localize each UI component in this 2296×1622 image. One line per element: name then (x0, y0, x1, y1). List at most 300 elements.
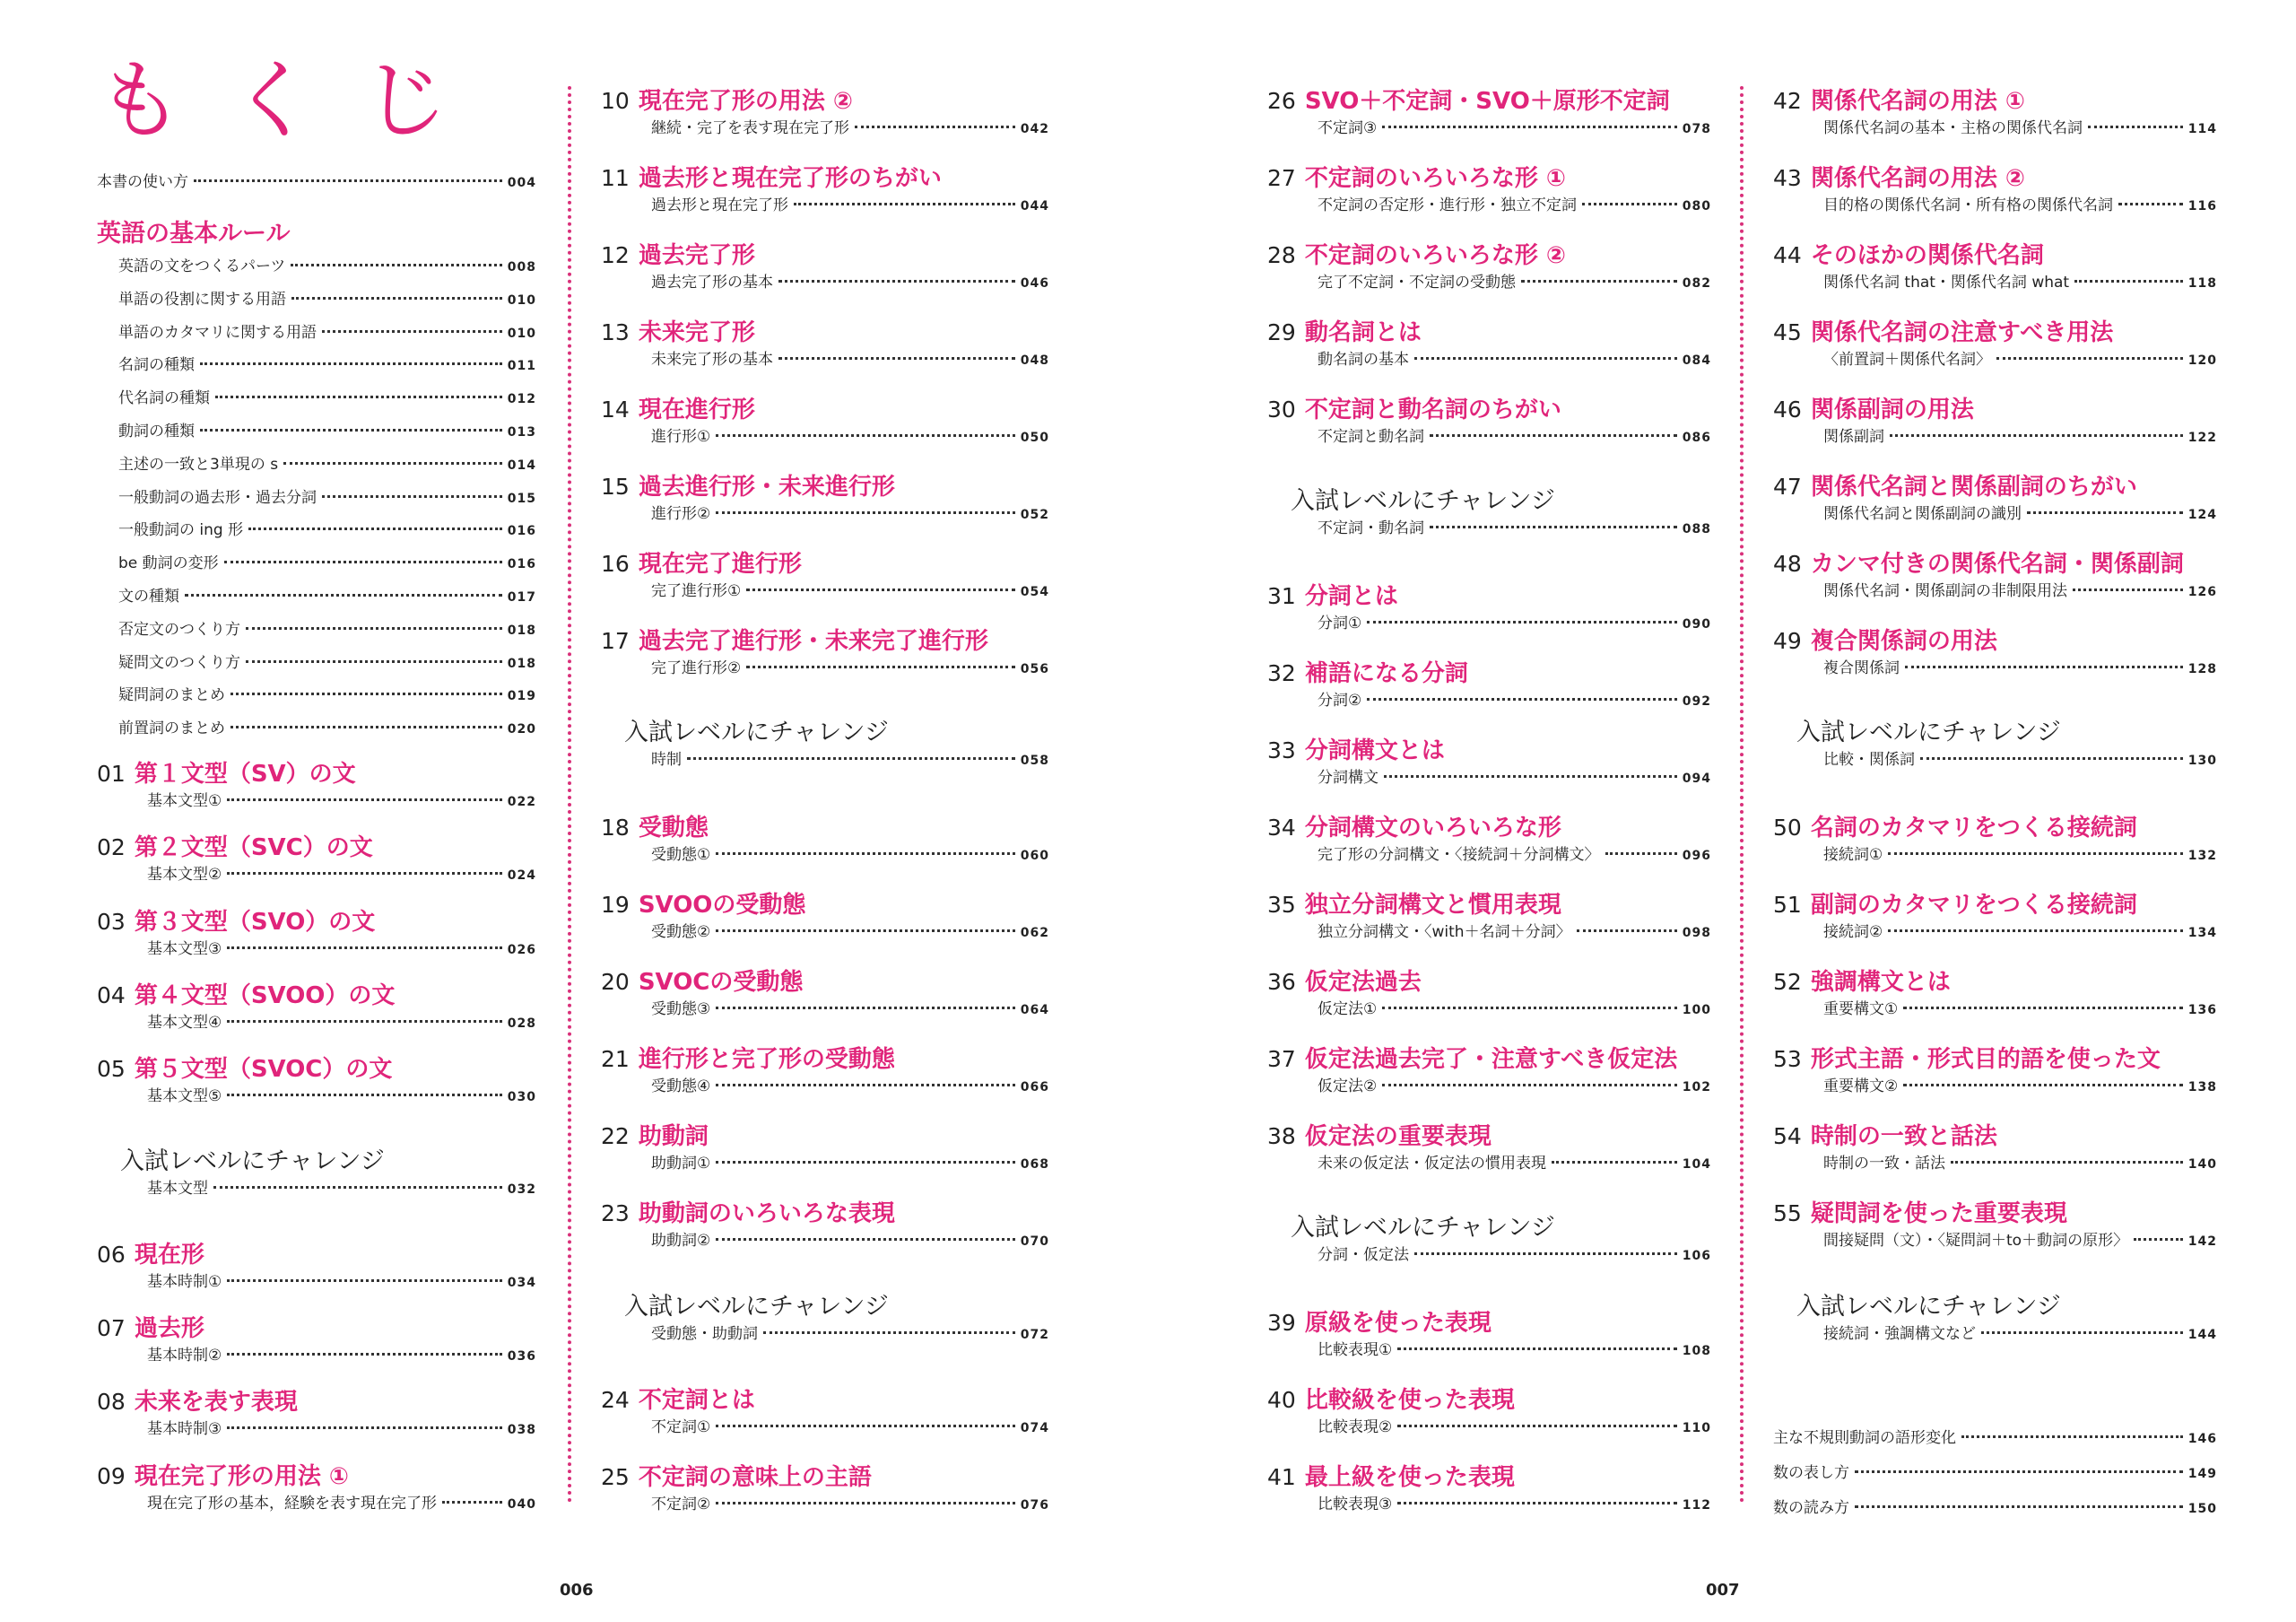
lesson-entry[interactable] (1267, 1308, 1711, 1363)
lesson-subtitle: 進行形① (651, 428, 711, 446)
lesson-entry[interactable] (601, 240, 1049, 295)
lesson-subtitle: 重要構文② (1823, 1077, 1899, 1095)
lesson-title: 仮定法過去 (1304, 969, 1422, 996)
toc-entry[interactable] (97, 481, 536, 514)
leader-dots (2027, 511, 2183, 514)
challenge-title: 入試レベルにチャレンジ (624, 1293, 889, 1321)
entry-label: 疑問詞のまとめ (118, 686, 225, 705)
lesson-entry[interactable] (1267, 318, 1711, 372)
lesson-subtitle: 複合関係詞 (1823, 659, 1900, 677)
lesson-subtitle: 継続・完了を表す現在完了形 (651, 119, 849, 137)
lesson-title: 関係代名詞の注意すべき用法 (1810, 319, 2114, 346)
entry-page: 010 (507, 292, 536, 308)
basic-rules-section (97, 219, 536, 745)
lesson-number: 35 (1267, 892, 1296, 918)
lesson-subtitle: 比較表現① (1318, 1341, 1393, 1359)
lesson-subtitle: 分詞② (1318, 692, 1362, 710)
lesson-subtitle: 受動態・助動詞 (651, 1325, 758, 1343)
lesson-entry[interactable] (1773, 86, 2217, 141)
entry-page: 146 (2187, 1432, 2217, 1446)
lesson-entry[interactable] (1267, 1044, 1711, 1099)
lesson-subtitle: 比較表現③ (1318, 1496, 1393, 1513)
leader-dots (1981, 1331, 2183, 1334)
lesson-subtitle: 受動態③ (651, 1000, 711, 1018)
lesson-entry[interactable] (1267, 967, 1711, 1022)
lesson-number: 09 (97, 1463, 126, 1489)
leader-dots (322, 330, 502, 333)
leader-dots (442, 1501, 502, 1504)
lesson-page: 120 (2187, 353, 2217, 368)
toc-entry[interactable] (97, 513, 536, 546)
lesson-title: 補語になる分詞 (1304, 660, 1468, 687)
lesson-entry[interactable] (601, 318, 1049, 372)
leader-dots (855, 126, 1015, 128)
leader-dots (322, 495, 502, 498)
lesson-page: 122 (2187, 431, 2217, 445)
lesson-page: 136 (2187, 1003, 2217, 1017)
leader-dots (1367, 698, 1677, 701)
lesson-title: 仮定法の重要表現 (1304, 1123, 1492, 1150)
entry-label: 主な不規則動詞の語形変化 (1773, 1429, 1956, 1447)
appendix-entry[interactable] (1773, 1426, 2217, 1451)
toc-entry[interactable] (97, 448, 536, 481)
lesson-page: 088 (1682, 522, 1711, 536)
lesson-page: 106 (1682, 1249, 1711, 1263)
toc-entry[interactable] (97, 414, 536, 448)
lesson-subtitle: 重要構文① (1823, 1000, 1899, 1018)
lesson-entry[interactable] (1773, 472, 2217, 527)
toc-entry[interactable] (97, 613, 536, 646)
toc-entry[interactable] (97, 678, 536, 711)
lesson-entry[interactable] (601, 1044, 1049, 1099)
lesson-subtitle: 完了進行形② (651, 659, 742, 677)
lesson-number: 07 (97, 1315, 126, 1341)
lesson-subtitle: 関係代名詞 that・関係代名詞 what (1823, 274, 2070, 292)
lesson-number: 05 (97, 1056, 126, 1082)
lesson-page: 094 (1682, 772, 1711, 786)
lesson-entry[interactable] (97, 907, 536, 962)
lesson-title: 関係代名詞と関係副詞のちがい (1810, 474, 2137, 501)
lesson-title: 現在進行形 (638, 397, 755, 423)
lesson-entry[interactable] (601, 626, 1049, 681)
lesson-entry[interactable] (1773, 163, 2217, 218)
lesson-entry[interactable] (1773, 813, 2217, 868)
lesson-page: 066 (1020, 1080, 1049, 1094)
lesson-subtitle: 分詞・仮定法 (1318, 1246, 1409, 1264)
leader-dots (778, 357, 1015, 360)
lesson-entry[interactable] (601, 1199, 1049, 1253)
leader-dots (794, 203, 1015, 205)
lesson-entry[interactable] (97, 1054, 536, 1109)
lesson-number: 52 (1773, 969, 1802, 995)
lesson-entry[interactable] (601, 1121, 1049, 1176)
lesson-subtitle: 関係副詞 (1823, 428, 1884, 446)
lesson-page: 084 (1682, 353, 1711, 368)
lesson-title: 不定詞のいろいろな形 ② (1304, 242, 1566, 269)
leader-dots (227, 1279, 502, 1282)
challenge-title: 入試レベルにチャレンジ (1796, 719, 2061, 746)
lesson-subtitle: 接続詞① (1823, 846, 1883, 864)
challenge-entry[interactable] (1267, 1213, 1711, 1268)
lesson-subtitle: 助動詞② (651, 1232, 711, 1250)
lesson-entry[interactable] (1773, 1044, 2217, 1099)
toc-entry[interactable] (97, 283, 536, 316)
lesson-entry[interactable] (1773, 626, 2217, 681)
lesson-entry[interactable] (601, 1462, 1049, 1517)
lesson-subtitle: 動名詞の基本 (1318, 351, 1409, 369)
lesson-entry[interactable] (1773, 1121, 2217, 1176)
lesson-page: 042 (1020, 122, 1049, 136)
lesson-entry[interactable] (97, 981, 536, 1035)
lesson-title: 過去形 (134, 1315, 204, 1342)
entry-page: 004 (507, 176, 536, 190)
lesson-subtitle: 基本文型③ (147, 940, 222, 958)
entry-label: be 動詞の変形 (118, 554, 219, 573)
lesson-page: 080 (1682, 199, 1711, 214)
lesson-entry[interactable] (97, 1387, 536, 1442)
leader-dots (230, 693, 502, 695)
page-number-right: 007 (1706, 1581, 1740, 1600)
lesson-title: 最上級を使った表現 (1304, 1464, 1515, 1491)
lesson-number: 41 (1267, 1464, 1296, 1490)
lesson-title: 分詞構文とは (1304, 737, 1445, 764)
lesson-entry[interactable] (601, 813, 1049, 868)
entry-label: 数の読み方 (1773, 1499, 1849, 1517)
lesson-number: 16 (601, 551, 630, 577)
lesson-page: 086 (1682, 431, 1711, 445)
leader-dots (2073, 589, 2183, 591)
leader-dots (215, 396, 502, 398)
entry-label: 否定文のつくり方 (118, 620, 240, 639)
lesson-page: 038 (507, 1423, 536, 1437)
lesson-subtitle: 基本文型④ (147, 1014, 222, 1032)
lesson-page: 044 (1020, 199, 1049, 214)
lesson-title: 不定詞のいろいろな形 ① (1304, 165, 1566, 192)
lesson-title: 現在形 (134, 1242, 204, 1269)
lesson-entry[interactable] (601, 395, 1049, 449)
toc-entry[interactable] (97, 348, 536, 381)
lesson-subtitle: 〈前置詞＋関係代名詞〉 (1823, 351, 1991, 369)
lesson-entry[interactable] (601, 472, 1049, 527)
lesson-entry[interactable] (97, 1240, 536, 1295)
lesson-entry[interactable] (1267, 736, 1711, 790)
challenge-entry[interactable] (1773, 718, 2217, 772)
lesson-subtitle: 基本時制① (147, 1273, 222, 1291)
page-number-left: 006 (560, 1581, 594, 1600)
lesson-entry[interactable] (97, 1461, 536, 1516)
entry-page: 016 (507, 557, 536, 572)
lesson-entry[interactable] (601, 1385, 1049, 1440)
lesson-subtitle: 過去完了形の基本 (651, 274, 773, 292)
lesson-number: 50 (1773, 815, 1802, 841)
lesson-entry[interactable] (1267, 1385, 1711, 1440)
challenge-entry[interactable] (1773, 1292, 2217, 1347)
challenge-entry[interactable] (1267, 486, 1711, 541)
entry-label: 単語の役割に関する用語 (118, 290, 286, 309)
lesson-subtitle: 比較表現② (1318, 1418, 1393, 1436)
lesson-subtitle: 不定詞③ (1318, 119, 1378, 137)
lesson-entry[interactable] (1267, 86, 1711, 141)
lesson-title: 比較級を使った表現 (1304, 1387, 1515, 1414)
lesson-page: 098 (1682, 926, 1711, 940)
leader-dots (1605, 852, 1677, 855)
challenge-title: 入試レベルにチャレンジ (624, 719, 889, 746)
leader-dots (716, 1502, 1015, 1504)
lesson-number: 22 (601, 1123, 630, 1149)
entry-label: 本書の使い方 (97, 173, 188, 191)
lesson-entry[interactable] (1267, 1121, 1711, 1176)
leader-dots (716, 1238, 1015, 1241)
lesson-title: 第４文型（SVOO）の文 (134, 982, 396, 1009)
lesson-number: 03 (97, 909, 126, 935)
toc-entry[interactable] (97, 316, 536, 349)
lesson-entry[interactable] (1773, 890, 2217, 945)
lesson-entry[interactable] (97, 759, 536, 814)
leader-dots (248, 528, 502, 530)
lesson-page: 138 (2187, 1080, 2217, 1094)
leader-dots (716, 1007, 1015, 1009)
lesson-subtitle: 目的格の関係代名詞・所有格の関係代名詞 (1823, 196, 2113, 214)
lesson-page: 108 (1682, 1344, 1711, 1358)
leader-dots (194, 179, 502, 182)
lesson-entry[interactable] (1773, 1199, 2217, 1253)
page-title: もくじ (97, 50, 495, 151)
lesson-title: 進行形と完了形の受動態 (638, 1046, 895, 1073)
lesson-title: カンマ付きの関係代名詞・関係副詞 (1810, 551, 2184, 578)
lesson-subtitle: 分詞① (1318, 615, 1362, 632)
lesson-title: 関係代名詞の用法 ② (1810, 165, 2025, 192)
lesson-page: 058 (1020, 754, 1049, 768)
lesson-page: 024 (507, 868, 536, 883)
leader-dots (246, 627, 502, 630)
leader-dots (291, 264, 501, 266)
lesson-number: 40 (1267, 1387, 1296, 1413)
lesson-entry[interactable] (1267, 581, 1711, 636)
leader-dots (1890, 434, 2183, 437)
leader-dots (227, 872, 502, 875)
column-divider (568, 86, 571, 1504)
entry-label: 代名詞の種類 (118, 389, 210, 408)
toc-entry[interactable] (97, 249, 536, 283)
lesson-number: 38 (1267, 1123, 1296, 1149)
lesson-number: 36 (1267, 969, 1296, 995)
leader-dots (763, 1331, 1015, 1334)
lesson-title: 仮定法過去完了・注意すべき仮定法 (1304, 1046, 1678, 1073)
challenge-entry[interactable] (601, 718, 1049, 772)
entry-page: 015 (507, 491, 536, 506)
lesson-page: 142 (2187, 1234, 2217, 1249)
lesson-page: 118 (2187, 276, 2217, 291)
lesson-subtitle: 不定詞・動名詞 (1318, 519, 1424, 537)
lesson-number: 10 (601, 88, 630, 114)
entry-page: 014 (507, 458, 536, 473)
lesson-entry[interactable] (1267, 1462, 1711, 1517)
lesson-subtitle: 基本文型② (147, 866, 222, 884)
lesson-page: 102 (1682, 1080, 1711, 1094)
lesson-subtitle: 接続詞・強調構文など (1823, 1325, 1976, 1343)
lesson-title: 未来完了形 (638, 319, 755, 346)
entry-page: 149 (2187, 1467, 2217, 1481)
lesson-page: 092 (1682, 694, 1711, 709)
lesson-subtitle: 関係代名詞と関係副詞の識別 (1823, 505, 2022, 523)
lesson-page: 054 (1020, 585, 1049, 599)
lesson-subtitle: 受動態① (651, 846, 711, 864)
lesson-entry[interactable] (601, 967, 1049, 1022)
lesson-entry[interactable] (1267, 163, 1711, 218)
lesson-title: 原級を使った表現 (1304, 1310, 1492, 1337)
lesson-title: 助動詞のいろいろな表現 (638, 1200, 895, 1227)
lesson-page: 090 (1682, 617, 1711, 632)
toc-entry[interactable] (97, 646, 536, 679)
lesson-number: 43 (1773, 165, 1802, 191)
lesson-number: 13 (601, 319, 630, 345)
lesson-entry[interactable] (1267, 890, 1711, 945)
lesson-subtitle: 未来完了形の基本 (651, 351, 773, 369)
challenge-title: 入試レベルにチャレンジ (120, 1147, 385, 1175)
lesson-subtitle: 現在完了形の基本，経験を表す現在完了形 (147, 1495, 437, 1513)
lesson-page: 022 (507, 795, 536, 809)
lesson-number: 27 (1267, 165, 1296, 191)
entry-label: 動詞の種類 (118, 422, 195, 440)
leader-dots (1414, 1252, 1677, 1255)
lesson-entry[interactable] (97, 1313, 536, 1368)
lesson-title: 関係代名詞の用法 ① (1810, 88, 2025, 115)
lesson-subtitle: 接続詞② (1823, 923, 1883, 941)
leader-dots (1414, 357, 1677, 360)
lesson-page: 048 (1020, 353, 1049, 368)
toc-entry-intro[interactable] (97, 170, 536, 195)
lesson-entry[interactable] (601, 890, 1049, 945)
lesson-entry[interactable] (97, 833, 536, 887)
lesson-title: 第２文型（SVC）の文 (134, 834, 373, 861)
lesson-entry[interactable] (1267, 658, 1711, 713)
leader-dots (1430, 434, 1677, 437)
lesson-subtitle: 不定詞① (651, 1418, 711, 1436)
lesson-page: 112 (1682, 1498, 1711, 1513)
lesson-page: 140 (2187, 1157, 2217, 1172)
leader-dots (716, 1161, 1015, 1164)
lesson-number: 37 (1267, 1046, 1296, 1072)
lesson-page: 060 (1020, 849, 1049, 863)
lesson-page: 132 (2187, 849, 2217, 863)
toc-entry[interactable] (97, 381, 536, 414)
leader-dots (716, 929, 1015, 932)
lesson-entry[interactable] (1773, 967, 2217, 1022)
lesson-page: 046 (1020, 276, 1049, 291)
lesson-entry[interactable] (1267, 395, 1711, 449)
lesson-subtitle: 受動態④ (651, 1077, 711, 1095)
lesson-number: 54 (1773, 1123, 1802, 1149)
entry-page: 019 (507, 689, 536, 704)
entry-label: 文の種類 (118, 587, 179, 606)
lesson-page: 068 (1020, 1157, 1049, 1172)
leader-dots (1382, 1084, 1677, 1086)
leader-dots (1855, 1470, 2183, 1473)
lesson-entry[interactable] (601, 163, 1049, 218)
leader-dots (200, 429, 502, 432)
leader-dots (1521, 280, 1677, 283)
lesson-entry[interactable] (601, 549, 1049, 604)
leader-dots (213, 1186, 502, 1189)
lesson-subtitle: 完了不定詞・不定詞の受動態 (1318, 274, 1516, 292)
lesson-number: 33 (1267, 737, 1296, 763)
lesson-subtitle: 不定詞② (651, 1496, 711, 1513)
lesson-page: 134 (2187, 926, 2217, 940)
section-title: 英語の基本ルール (97, 220, 291, 248)
lesson-number: 34 (1267, 815, 1296, 841)
lesson-page: 050 (1020, 431, 1049, 445)
lesson-title: 過去進行形・未来進行形 (638, 474, 895, 501)
lesson-page: 036 (507, 1349, 536, 1364)
lesson-number: 45 (1773, 319, 1802, 345)
lesson-page: 114 (2187, 122, 2217, 136)
lesson-entry[interactable] (601, 86, 1049, 141)
lesson-subtitle: 基本時制③ (147, 1420, 222, 1438)
lesson-entry[interactable] (1267, 240, 1711, 295)
lesson-entry[interactable] (1773, 549, 2217, 604)
lesson-page: 026 (507, 943, 536, 957)
lesson-title: 第１文型（SV）の文 (134, 761, 356, 788)
lesson-title: 助動詞 (638, 1123, 709, 1150)
lesson-title: 分詞構文のいろいろな形 (1304, 815, 1561, 842)
entry-label: 疑問文のつくり方 (118, 653, 240, 672)
lesson-subtitle: 基本文型⑤ (147, 1087, 222, 1105)
entry-page: 150 (2187, 1502, 2217, 1516)
entry-page: 017 (507, 589, 536, 605)
lesson-title: 関係副詞の用法 (1810, 397, 1974, 423)
lesson-title: 過去形と現在完了形のちがい (638, 165, 942, 192)
leader-dots (1430, 526, 1677, 528)
lesson-subtitle: 分詞構文 (1318, 769, 1378, 787)
appendix-entry[interactable] (1773, 1496, 2217, 1521)
toc-entry[interactable] (97, 580, 536, 613)
leader-dots (2134, 1238, 2183, 1241)
leader-dots (1382, 126, 1677, 128)
lesson-number: 01 (97, 761, 126, 787)
lesson-entry[interactable] (1773, 240, 2217, 295)
leader-dots (687, 757, 1015, 760)
lesson-page: 070 (1020, 1234, 1049, 1249)
lesson-number: 44 (1773, 242, 1802, 268)
lesson-number: 53 (1773, 1046, 1802, 1072)
toc-entry[interactable] (97, 711, 536, 745)
lesson-page: 062 (1020, 926, 1049, 940)
lesson-subtitle: 基本文型 (147, 1180, 208, 1198)
leader-dots (227, 1353, 502, 1356)
lesson-number: 25 (601, 1464, 630, 1490)
appendix-entry[interactable] (1773, 1461, 2217, 1486)
entry-page: 008 (507, 260, 536, 275)
lesson-subtitle: 受動態② (651, 923, 711, 941)
lesson-number: 30 (1267, 397, 1296, 423)
challenge-entry[interactable] (601, 1292, 1049, 1347)
lesson-entry[interactable] (1267, 813, 1711, 868)
lesson-title: 形式主語・形式目的語を使った文 (1810, 1046, 2161, 1073)
lesson-title: 副詞のカタマリをつくる接続詞 (1810, 892, 2137, 919)
lesson-entry[interactable] (1773, 395, 2217, 449)
toc-entry[interactable] (97, 546, 536, 580)
lesson-entry[interactable] (1773, 318, 2217, 372)
challenge-entry[interactable] (97, 1147, 536, 1201)
entry-page: 016 (507, 524, 536, 539)
leader-dots (1961, 1435, 2183, 1438)
lesson-subtitle: 基本文型① (147, 792, 222, 810)
lesson-title: 動名詞とは (1304, 319, 1422, 346)
lesson-subtitle: 間接疑問（文）・〈疑問詞＋to＋動詞の原形〉 (1823, 1232, 2129, 1250)
lesson-number: 49 (1773, 628, 1802, 654)
leader-dots (778, 280, 1015, 283)
lesson-title: 第５文型（SVOC）の文 (134, 1056, 393, 1083)
